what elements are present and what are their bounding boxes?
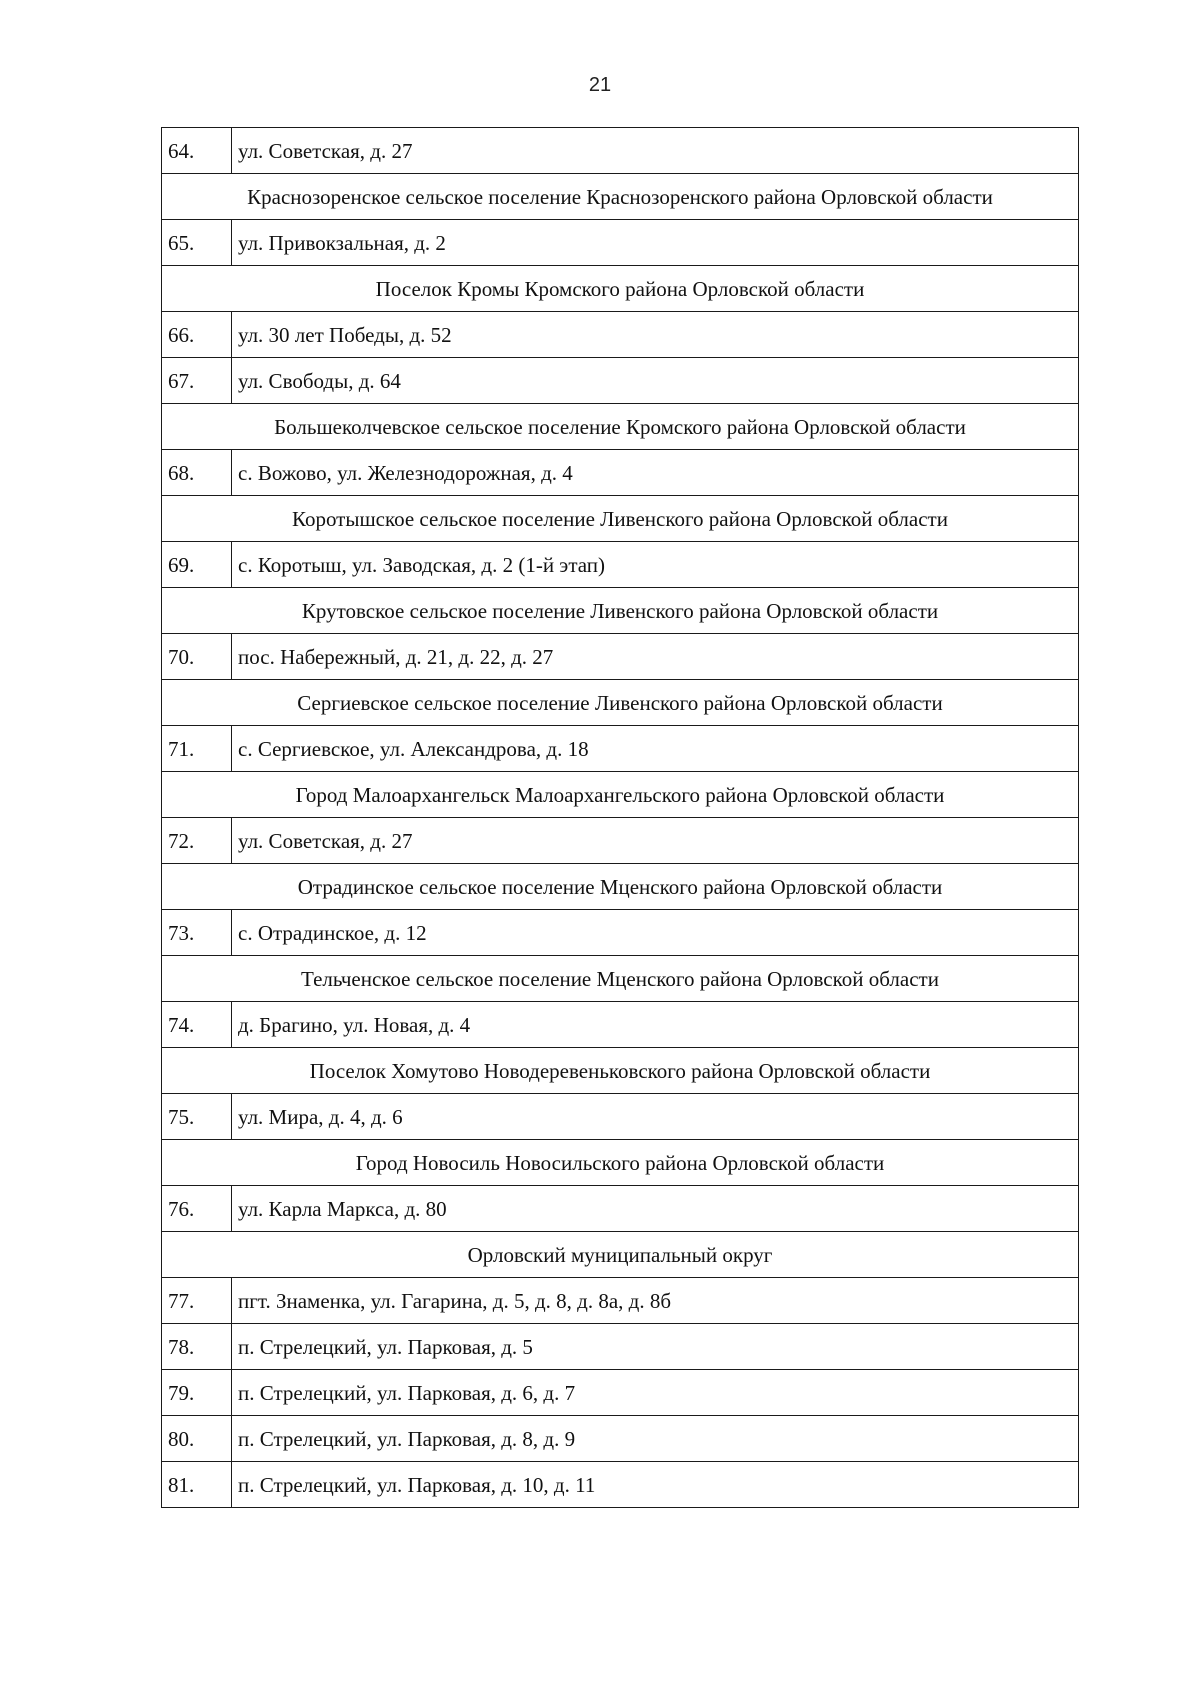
table-row <box>162 1462 1079 1508</box>
section-title: Орловский муниципальный округ <box>162 1232 1079 1278</box>
table-row <box>162 1416 1079 1462</box>
row-number: 76. <box>162 1186 232 1232</box>
section-header-row <box>162 404 1079 450</box>
row-number: 81. <box>162 1462 232 1508</box>
address-cell: ул. Мира, д. 4, д. 6 <box>232 1094 1079 1140</box>
table-row <box>162 312 1079 358</box>
table-row <box>162 1324 1079 1370</box>
table-row <box>162 910 1079 956</box>
row-number: 73. <box>162 910 232 956</box>
table-row <box>162 726 1079 772</box>
section-header-row <box>162 864 1079 910</box>
row-number: 69. <box>162 542 232 588</box>
row-number: 78. <box>162 1324 232 1370</box>
section-title: Поселок Хомутово Новодеревеньковского района Орловской области <box>162 1048 1079 1094</box>
section-title: Тельченское сельское поселение Мценского района Орловской области <box>162 956 1079 1002</box>
section-header-row <box>162 1140 1079 1186</box>
address-cell: ул. 30 лет Победы, д. 52 <box>232 312 1079 358</box>
address-cell: п. Стрелецкий, ул. Парковая, д. 10, д. 11 <box>232 1462 1079 1508</box>
table-row <box>162 1186 1079 1232</box>
table-row <box>162 1002 1079 1048</box>
address-cell: с. Вожово, ул. Железнодорожная, д. 4 <box>232 450 1079 496</box>
section-header-row <box>162 496 1079 542</box>
address-table <box>161 127 1079 1508</box>
section-title: Краснозоренское сельское поселение Краснозоренского района Орловской области <box>162 174 1079 220</box>
section-title: Город Малоархангельск Малоархангельского района Орловской области <box>162 772 1079 818</box>
section-title: Большеколчевское сельское поселение Кромского района Орловской области <box>162 404 1079 450</box>
address-cell: ул. Карла Маркса, д. 80 <box>232 1186 1079 1232</box>
section-header-row <box>162 174 1079 220</box>
table-row <box>162 542 1079 588</box>
section-title: Отрадинское сельское поселение Мценского района Орловской области <box>162 864 1079 910</box>
section-header-row <box>162 1048 1079 1094</box>
table-row <box>162 1370 1079 1416</box>
section-title: Поселок Кромы Кромского района Орловской области <box>162 266 1079 312</box>
address-cell: ул. Привокзальная, д. 2 <box>232 220 1079 266</box>
address-cell: п. Стрелецкий, ул. Парковая, д. 5 <box>232 1324 1079 1370</box>
table-row <box>162 450 1079 496</box>
row-number: 75. <box>162 1094 232 1140</box>
address-cell: ул. Советская, д. 27 <box>232 818 1079 864</box>
row-number: 66. <box>162 312 232 358</box>
table-row <box>162 220 1079 266</box>
address-cell: с. Коротыш, ул. Заводская, д. 2 (1-й этап) <box>232 542 1079 588</box>
row-number: 71. <box>162 726 232 772</box>
row-number: 72. <box>162 818 232 864</box>
address-cell: ул. Свободы, д. 64 <box>232 358 1079 404</box>
row-number: 79. <box>162 1370 232 1416</box>
section-header-row <box>162 680 1079 726</box>
address-cell: пгт. Знаменка, ул. Гагарина, д. 5, д. 8, д. 8а, д. 8б <box>232 1278 1079 1324</box>
section-header-row <box>162 1232 1079 1278</box>
section-header-row <box>162 588 1079 634</box>
address-cell: п. Стрелецкий, ул. Парковая, д. 8, д. 9 <box>232 1416 1079 1462</box>
section-header-row <box>162 772 1079 818</box>
row-number: 67. <box>162 358 232 404</box>
section-title: Сергиевское сельское поселение Ливенского района Орловской области <box>162 680 1079 726</box>
row-number: 65. <box>162 220 232 266</box>
section-header-row <box>162 956 1079 1002</box>
row-number: 70. <box>162 634 232 680</box>
table-row <box>162 358 1079 404</box>
table-row <box>162 1278 1079 1324</box>
section-header-row <box>162 266 1079 312</box>
row-number: 77. <box>162 1278 232 1324</box>
row-number: 64. <box>162 128 232 174</box>
page-number: 21 <box>588 74 612 96</box>
section-title: Коротышское сельское поселение Ливенского района Орловской области <box>162 496 1079 542</box>
table-row <box>162 128 1079 174</box>
row-number: 74. <box>162 1002 232 1048</box>
address-cell: п. Стрелецкий, ул. Парковая, д. 6, д. 7 <box>232 1370 1079 1416</box>
section-title: Крутовское сельское поселение Ливенского района Орловской области <box>162 588 1079 634</box>
table-row <box>162 634 1079 680</box>
address-table-body <box>162 128 1079 1508</box>
row-number: 68. <box>162 450 232 496</box>
section-title: Город Новосиль Новосильского района Орловской области <box>162 1140 1079 1186</box>
address-cell: с. Сергиевское, ул. Александрова, д. 18 <box>232 726 1079 772</box>
table-row <box>162 818 1079 864</box>
address-cell: д. Брагино, ул. Новая, д. 4 <box>232 1002 1079 1048</box>
address-cell: ул. Советская, д. 27 <box>232 128 1079 174</box>
address-cell: пос. Набережный, д. 21, д. 22, д. 27 <box>232 634 1079 680</box>
row-number: 80. <box>162 1416 232 1462</box>
table-row <box>162 1094 1079 1140</box>
address-cell: с. Отрадинское, д. 12 <box>232 910 1079 956</box>
